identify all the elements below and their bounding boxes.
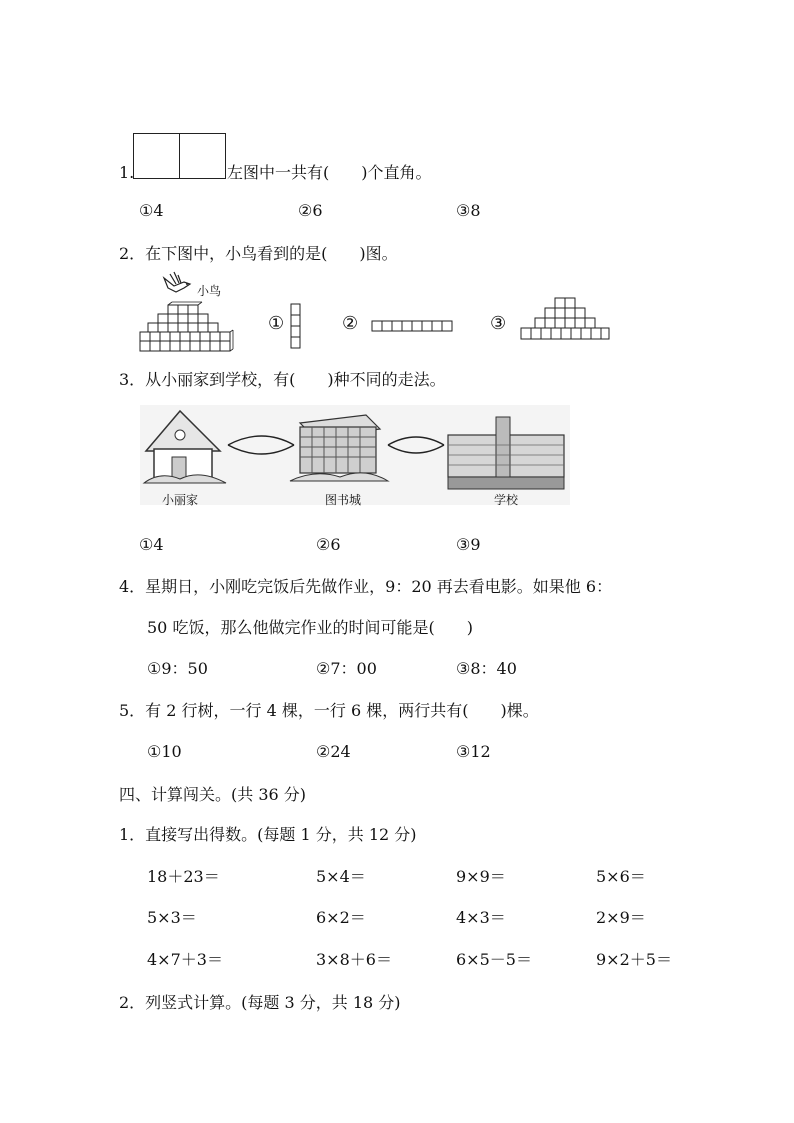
q1-option-3: ③8: [456, 201, 481, 220]
q4-option-2: ②7：00: [316, 659, 377, 678]
calc-item: 2×9＝: [596, 908, 646, 927]
bird-label: 小鸟: [197, 284, 222, 298]
q2-option-mark-3: ③: [490, 313, 507, 334]
section-4-title: 四、计算闯关。(共 36 分): [119, 785, 307, 804]
calc-item: 5×6＝: [596, 867, 646, 886]
q3-option-1: ①4: [139, 535, 164, 554]
calc-item: 3×8＋6＝: [316, 950, 392, 969]
q2-option-2-figure: [371, 319, 461, 333]
q5-option-1: ①10: [147, 742, 182, 761]
q2-text: 2．在下图中，小鸟看到的是( )图。: [119, 244, 398, 263]
bird-icon: [160, 272, 196, 298]
calc1-title: 1．直接写出得数。(每题 1 分，共 12 分): [119, 825, 417, 844]
calc-item: 18＋23＝: [147, 867, 220, 886]
place-label-home: 小丽家: [162, 493, 199, 507]
q5-option-2: ②24: [316, 742, 351, 761]
q5-text: 5．有 2 行树，一行 4 棵，一行 6 棵，两行共有( )棵。: [119, 701, 539, 720]
q5-option-3: ③12: [456, 742, 491, 761]
q4-option-1: ①9：50: [147, 659, 208, 678]
q2-option-3-figure: [520, 297, 610, 341]
q1-option-1: ①4: [139, 201, 164, 220]
calc-item: 9×2＋5＝: [596, 950, 672, 969]
calc-item: 4×7＋3＝: [147, 950, 223, 969]
q2-option-1-figure: [290, 303, 302, 351]
place-label-school: 学校: [494, 493, 519, 507]
calc-item: 6×5－5＝: [456, 950, 532, 969]
q1-option-2: ②6: [298, 201, 323, 220]
calc2-title: 2．列竖式计算。(每题 3 分，共 18 分): [119, 993, 401, 1012]
calc-item: 9×9＝: [456, 867, 506, 886]
q3-text: 3．从小丽家到学校，有( )种不同的走法。: [119, 370, 446, 389]
q4-text-line1: 4．星期日，小刚吃完饭后先做作业，9：20 再去看电影。如果他 6：: [119, 577, 613, 596]
q2-option-mark-2: ②: [342, 313, 359, 334]
q4-text-line2: 50 吃饭，那么他做完作业的时间可能是( ): [147, 618, 473, 637]
q1-number: 1.: [119, 163, 135, 182]
cube-stack-figure: [138, 300, 234, 354]
library-building-icon: [290, 415, 388, 481]
q4-option-3: ③8：40: [456, 659, 517, 678]
place-label-library: 图书城: [325, 493, 362, 507]
q2-option-mark-1: ①: [268, 313, 285, 334]
q3-option-3: ③9: [456, 535, 481, 554]
calc-item: 4×3＝: [456, 908, 506, 927]
q3-option-2: ②6: [316, 535, 341, 554]
calc-item: 6×2＝: [316, 908, 366, 927]
calc-item: 5×3＝: [147, 908, 197, 927]
q1-text: 左图中一共有( )个直角。: [227, 163, 432, 182]
calc-item: 5×4＝: [316, 867, 366, 886]
